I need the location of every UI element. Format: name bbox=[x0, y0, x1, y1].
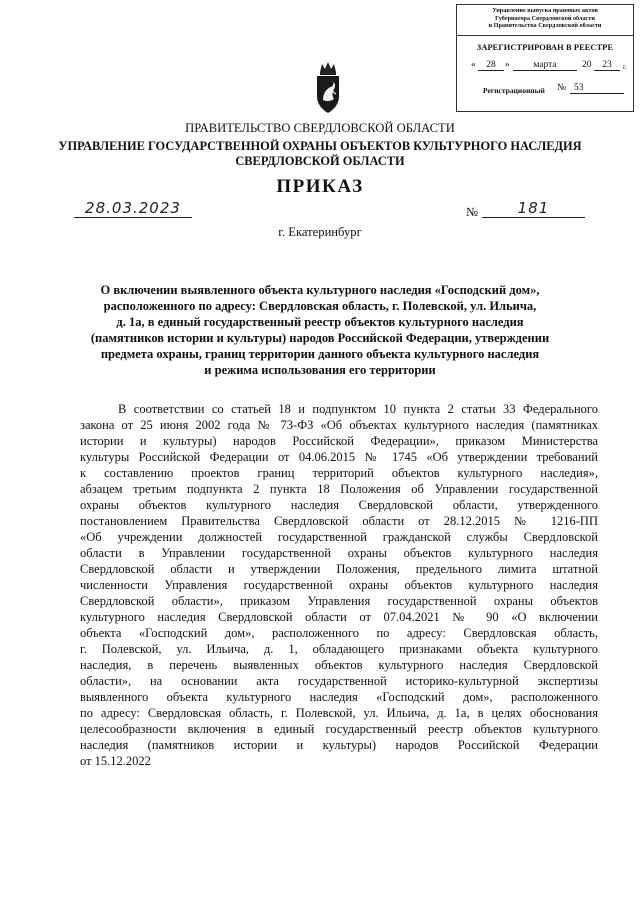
body-line: «Об учреждении должностей государственной гражданской службы Свердловской bbox=[80, 530, 598, 544]
body-line: г. Полевской, ул. Ильича, д. 1, обладающего признаками объекта культурного bbox=[80, 642, 598, 656]
stamp-header bbox=[457, 5, 633, 36]
body-line: постановлением Правительства Свердловской области от 28.12.2015 № 1216-ПП bbox=[80, 514, 598, 528]
stamp-date-year-suffix: 23 bbox=[594, 60, 620, 71]
coat-of-arms-icon bbox=[313, 60, 343, 116]
stamp-date bbox=[457, 58, 633, 80]
stamp-date-close-quote: » bbox=[505, 60, 510, 70]
order-number: 181 bbox=[482, 199, 585, 218]
order-title-line: предмета охраны, границ территории данного объекта культурного наследия bbox=[100, 347, 540, 361]
body-line: по адресу: Свердловская область, г. Полевской, ул. Ильича, д. 1а, в целях обоснования bbox=[80, 706, 598, 720]
body-line: от 15.12.2022 bbox=[80, 754, 151, 768]
body-line: области в Управлении государственной охраны объектов культурного наследия bbox=[80, 546, 598, 560]
government-name: ПРАВИТЕЛЬСТВО СВЕРДЛОВСКОЙ ОБЛАСТИ bbox=[185, 121, 455, 135]
stamp-date-year-abbr: г. bbox=[623, 63, 627, 71]
body-line: абзацем третьим подпункта 2 пункта 18 Положения об Управлении государственной bbox=[80, 482, 598, 496]
body-line: целесообразности включения в единый государственный реестр объектов культурного bbox=[80, 722, 598, 736]
body-line: Свердловской области и утверждении Положения, предельного лимита штатной bbox=[80, 562, 598, 576]
document-type: ПРИКАЗ bbox=[276, 176, 364, 197]
stamp-date-open-quote: « bbox=[471, 60, 476, 70]
order-title-line: и режима использования его территории bbox=[204, 363, 436, 377]
body-line: В соответствии со статьей 18 и подпунктом 10 пункта 2 статьи 33 Федерального bbox=[118, 402, 598, 416]
stamp-reg-number-value: 53 bbox=[570, 83, 624, 94]
body-line: численности Управления государственной охраны объектов культурного наследия bbox=[80, 578, 598, 592]
body-line: выявленного объекта культурного наследия «Господский дом», расположенного bbox=[80, 690, 598, 704]
body-line: культуры Российской Федерации от 04.06.2015 № 1745 «Об утверждении требований bbox=[80, 450, 598, 464]
body-line: закона от 25 июня 2002 года № 73-ФЗ «Об объектах культурного наследия (памятниках bbox=[80, 418, 598, 432]
order-date: 28.03.2023 bbox=[74, 199, 192, 218]
department-name-line: УПРАВЛЕНИЕ ГОСУДАРСТВЕННОЙ ОХРАНЫ ОБЪЕКТОВ КУЛЬТУРНОГО НАСЛЕДИЯ bbox=[58, 139, 582, 153]
body-line: наследия, в перечень выявленных объектов культурного наследия Свердловской bbox=[80, 658, 598, 672]
order-title-line: О включении выявленного объекта культурного наследия «Господский дом», bbox=[100, 283, 540, 297]
body-line: области», на основании акта государственной историко-культурной экспертизы bbox=[80, 674, 598, 688]
order-title-line: (памятников истории и культуры) народов Российской Федерации, утверждении bbox=[90, 331, 550, 345]
stamp-header-line: Губернатора Свердловской области bbox=[495, 14, 595, 22]
body-line: истории и культуры) народов Российской Федерации», приказом Министерства bbox=[80, 434, 598, 448]
body-line: наследия (памятников истории и культуры) народов Российской Федерации bbox=[80, 738, 598, 752]
department-name-line: СВЕРДЛОВСКОЙ ОБЛАСТИ bbox=[235, 154, 405, 168]
order-title bbox=[80, 282, 560, 378]
stamp-reg-no-sign: № bbox=[557, 83, 567, 93]
stamp-date-month: марта bbox=[513, 60, 577, 71]
order-number-label: № bbox=[466, 205, 479, 219]
body-line: к составлению проектов границ территорий объектов культурного наследия», bbox=[80, 466, 598, 480]
stamp-header-line: и Правительства Свердловской области bbox=[488, 22, 602, 30]
order-city: г. Екатеринбург bbox=[278, 225, 362, 239]
stamp-reg-number bbox=[457, 82, 633, 102]
stamp-registered-label: ЗАРЕГИСТРИРОВАН В РЕЕСТРЕ bbox=[476, 43, 614, 52]
body-line: культурного наследия Свердловской области от 07.04.2021 № 90 «О включении bbox=[80, 610, 598, 624]
order-body bbox=[80, 401, 598, 769]
body-line: охраны объектов культурного наследия Свердловской области, утвержденного bbox=[80, 498, 598, 512]
order-title-line: д. 1а, в единый государственный реестр объектов культурного наследия bbox=[116, 315, 524, 329]
department-name bbox=[0, 139, 640, 169]
body-line: Свердловской области», приказом Управления государственной охраны объектов bbox=[80, 594, 598, 608]
stamp-header-line: Управление выпуска правовых актов bbox=[492, 7, 598, 14]
registration-stamp bbox=[456, 4, 634, 112]
stamp-date-day: 28 bbox=[478, 60, 504, 71]
stamp-reg-label: Регистрационный bbox=[483, 86, 545, 95]
order-title-line: расположенного по адресу: Свердловская область, г. Полевской, ул. Ильича, bbox=[103, 299, 537, 313]
body-line: объекта «Господский дом», расположенного по адресу: Свердловская область, bbox=[80, 626, 598, 640]
stamp-date-year-prefix: 20 bbox=[582, 60, 592, 70]
